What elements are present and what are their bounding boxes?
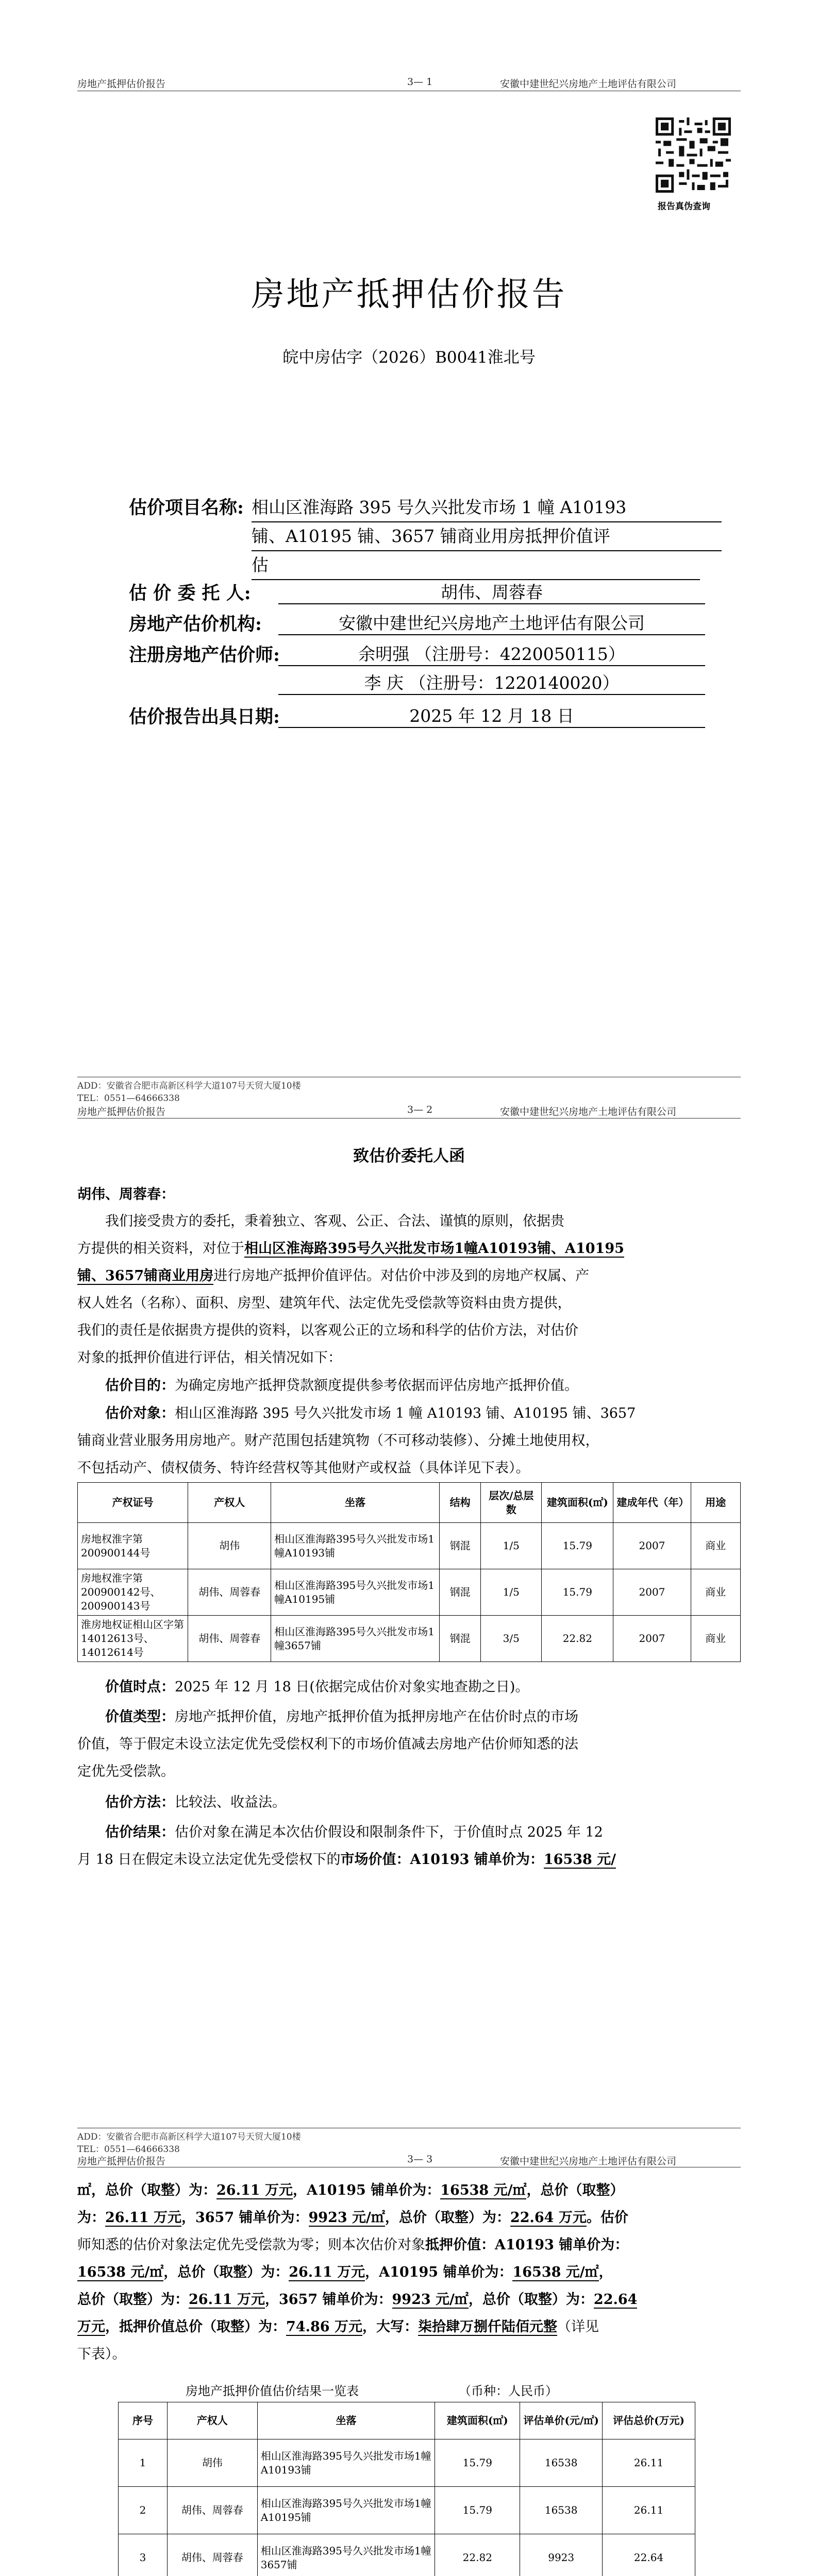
intro-line: 对象的抵押价值进行评估，相关情况如下： xyxy=(77,1350,342,1366)
header-left: 房地产抵押估价报告 xyxy=(77,1106,166,1117)
header-left: 房地产抵押估价报告 xyxy=(77,2156,166,2167)
intro-line: 方提供的相关资料，对位于相山区淮海路395号久兴批发市场1幢A10193铺、A10195 xyxy=(77,1241,624,1257)
header-right: 安徽中建世纪兴房地产土地评估有限公司 xyxy=(500,1106,677,1117)
appraiser-label: 注册房地产估价师: xyxy=(129,645,280,666)
header-right: 安徽中建世纪兴房地产土地评估有限公司 xyxy=(500,2156,677,2167)
intro-line: 我们的责任是依据贵方提供的资料，以客观公正的立场和科学的估价方法，对估价 xyxy=(77,1323,578,1338)
page-number: 3— 3 xyxy=(407,2154,433,2165)
intro-line: 权人姓名（名称）、面积、房型、建筑年代、法定优先受偿款等资料由贵方提供， xyxy=(77,1295,572,1311)
purpose: 估价目的：为确定房地产抵押贷款额度提供参考依据而评估房地产抵押价值。 xyxy=(105,1378,578,1394)
property-table xyxy=(77,1482,741,1662)
letter-title: 致估价委托人函 xyxy=(353,1147,465,1165)
result-continued: ㎡，总价（取整）为：26.11 万元，A10195 铺单价为：16538 元/㎡，总价（取整） 为：26.11 万元，3657 铺单价为：9923 元/㎡，总价（取整）为：22.64 万元。估价 师知悉的估价对象法定优先受偿款为零；则本次估价对象抵押价值：A10193 铺单价为： 16538 元/㎡，总价（取整）为：26.11 万元，A10195 铺单价为：16538 元/㎡， 总价（取整）为：26.11 万元，3657 铺单价为：9923 元/㎡，总价（取整）为：22.64 万元，抵押价值总价（取整）为：74.86 万元，大写：柒拾肆万捌仟陆佰元整（详见 下表）。 xyxy=(77,2182,638,2362)
table-header-row: 产权证号 产权人 坐落 结构 层次/总层数 建筑面积(㎡) 建成年代（年） 用途 xyxy=(78,1483,741,1523)
table-row: 淮房地权证相山区字第14012613号、14012614号 胡伟、周蓉春 相山区淮海路395号久兴批发市场1幢3657铺 钢混 3/5 22.82 2007 商业 xyxy=(78,1616,741,1662)
value-type: 价值类型：房地产抵押价值，房地产抵押价值为抵押房地产在估价时点的市场 价值，等于假定未设立法定优先受偿权利下的市场价值减去房地产估价师知悉的法 定优先受偿款。 xyxy=(77,1709,578,1780)
valuation-object: 估价对象：相山区淮海路 395 号久兴批发市场 1 幢 A10193 铺、A10195 铺、3657 铺商业营业服务用房地产。财产范围包括建筑物（不可移动装修）、分摊土地使用权， 不包括动产、债权债务、特许经营权等其他财产或权益（具体详见下表）。 xyxy=(77,1405,636,1476)
project-line-1: 相山区淮海路 395 号久兴批发市场 1 幢 A10193 xyxy=(252,494,722,522)
result: 估价结果：估价对象在满足本次估价假设和限制条件下，于价值时点 2025 年 12 月 18 日在假定未设立法定优先受偿权下的市场价值：A10193 铺单价为：16538 元/ xyxy=(77,1824,616,1868)
appraiser-2: 李 庆 （注册号：1220140020） xyxy=(278,670,705,695)
report-title: 房地产抵押估价报告 xyxy=(251,276,567,314)
client-label: 估 价 委 托 人: xyxy=(129,583,251,604)
org-label: 房地产估价机构: xyxy=(129,614,262,635)
project-line-3: 估 xyxy=(252,551,700,580)
table-row: 2 胡伟、周蓉春 相山区淮海路395号久兴批发市场1幢A10195铺 15.79 16538 26.11 xyxy=(119,2487,695,2534)
report-number: 皖中房估字（2026）B0041淮北号 xyxy=(282,348,536,367)
page-number: 3— 2 xyxy=(407,1104,433,1115)
footer-tel: TEL：0551—64666338 xyxy=(77,2144,180,2155)
table-header-row: 序号 产权人 坐落 建筑面积(㎡) 评估单价(元/㎡) 评估总价(万元) xyxy=(119,2402,695,2439)
footer-tel: TEL：0551—64666338 xyxy=(77,1093,180,1104)
project-label: 估价项目名称: xyxy=(129,497,244,518)
table-row: 3 胡伟、周蓉春 相山区淮海路395号久兴批发市场1幢3657铺 22.82 9923 22.64 xyxy=(119,2534,695,2576)
table-row: 房地权淮字第200900142号、200900143号 胡伟、周蓉春 相山区淮海路395号久兴批发市场1幢A10195铺 钢混 1/5 15.79 2007 商业 xyxy=(78,1569,741,1616)
qr-caption: 报告真伪查询 xyxy=(658,201,710,212)
footer-address: ADD：安徽省合肥市高新区科学大道107号天贸大厦10楼 xyxy=(77,2132,301,2142)
page-number: 3— 1 xyxy=(407,76,433,88)
table2-title: 房地产抵押价值估价结果一览表 xyxy=(186,2384,359,2398)
header-right: 安徽中建世纪兴房地产土地评估有限公司 xyxy=(500,78,677,90)
table2-currency: （币种：人民币） xyxy=(459,2384,558,2398)
project-value xyxy=(252,494,722,580)
method: 估价方法：比较法、收益法。 xyxy=(105,1794,286,1810)
intro-line: 我们接受贵方的委托，秉着独立、客观、公正、合法、谨慎的原则，依据贵 xyxy=(105,1213,564,1229)
table-row: 1 胡伟 相山区淮海路395号久兴批发市场1幢A10193铺 15.79 16538 26.11 xyxy=(119,2439,695,2487)
qr-code[interactable] xyxy=(656,117,731,193)
footer-address: ADD：安徽省合肥市高新区科学大道107号天贸大厦10楼 xyxy=(77,1081,301,1091)
org-value: 安徽中建世纪兴房地产土地评估有限公司 xyxy=(278,610,705,635)
value-date: 价值时点：2025 年 12 月 18 日(依据完成估价对象实地查勘之日)。 xyxy=(105,1679,529,1695)
table-row: 房地权淮字第200900144号 胡伟 相山区淮海路395号久兴批发市场1幢A10193铺 钢混 1/5 15.79 2007 商业 xyxy=(78,1523,741,1569)
appraiser-1: 余明强 （注册号：4220050115） xyxy=(278,641,705,666)
date-value: 2025 年 12 月 18 日 xyxy=(278,703,705,728)
intro-paragraph xyxy=(77,1208,741,1371)
intro-line: 铺、3657铺商业用房进行房地产抵押价值评估。对估价中涉及到的房地产权属、产 xyxy=(77,1268,590,1284)
header-left: 房地产抵押估价报告 xyxy=(77,78,166,90)
date-label: 估价报告出具日期: xyxy=(129,706,280,727)
result-table xyxy=(118,2402,695,2576)
client-value: 胡伟、周蓉春 xyxy=(278,579,705,604)
qr-code-icon xyxy=(656,117,731,193)
project-line-2: 铺、A10195 铺、3657 铺商业用房抵押价值评 xyxy=(252,522,722,551)
salutation: 胡伟、周蓉春： xyxy=(77,1187,175,1202)
